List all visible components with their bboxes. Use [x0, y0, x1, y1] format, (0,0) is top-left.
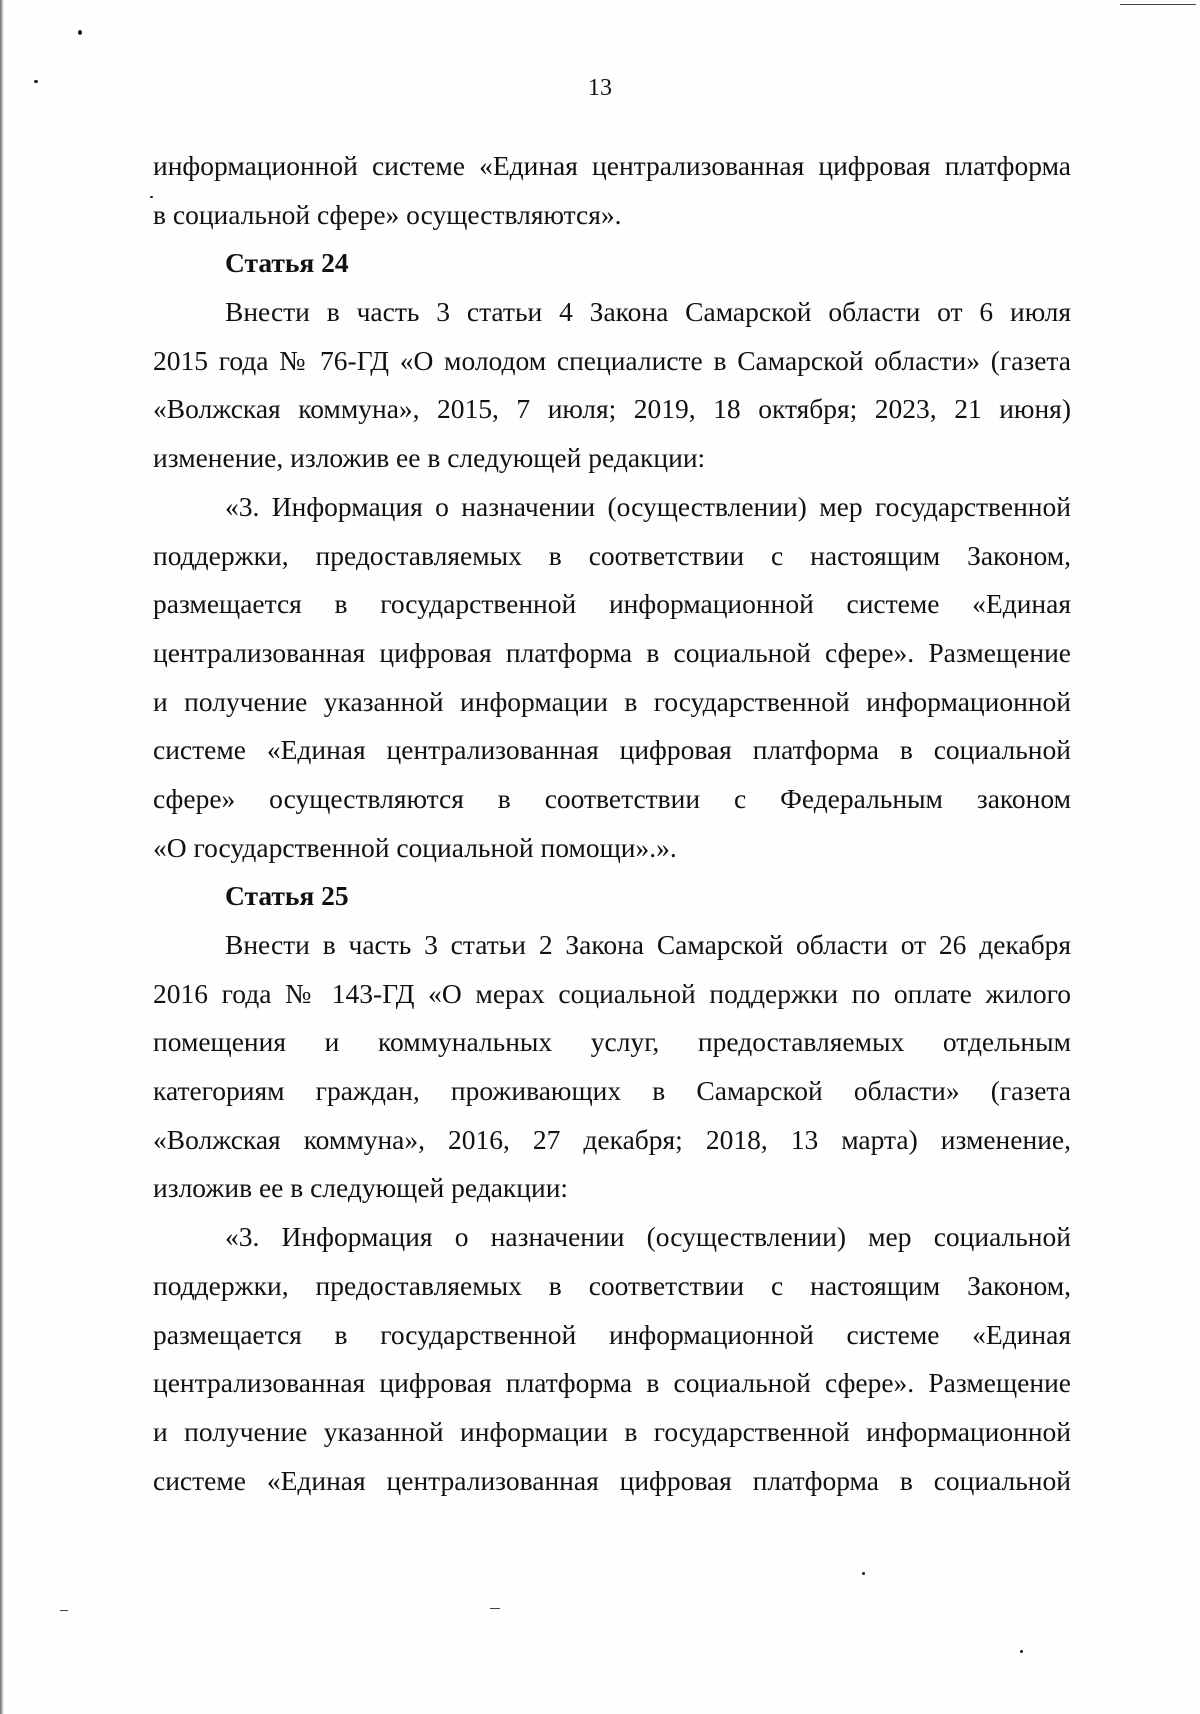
document-body — [153, 142, 1071, 1505]
scan-streak — [490, 1608, 500, 1609]
scan-speck — [34, 80, 38, 83]
text-line: Внести в часть 3 статьи 4 Закона Самарской области от 6 июля — [225, 296, 1071, 328]
text-line: и получение указанной информации в государственной информационной — [153, 685, 1071, 717]
text-line: категориям граждан, проживающих в Самарской области» (газета — [153, 1075, 1071, 1107]
text-line: централизованная цифровая платформа в социальной сфере». Размещение — [153, 636, 1071, 668]
text-line: централизованная цифровая платформа в социальной сфере». Размещение — [153, 1367, 1071, 1399]
text-line: информационной системе «Единая централизованная цифровая платформа — [153, 150, 1071, 181]
text-line: помещения и коммунальных услуг, предоставляемых отдельным — [153, 1026, 1071, 1058]
article-heading: Статья 25 — [225, 880, 349, 912]
text-line: «О государственной социальной помощи».». — [153, 831, 677, 863]
text-line: изложив ее в следующей редакции: — [153, 1172, 569, 1204]
text-line: системе «Единая централизованная цифровая платформа в социальной — [153, 1464, 1071, 1496]
text-line: размещается в государственной информационной системе «Единая — [153, 1318, 1071, 1350]
page-number: 13 — [588, 75, 612, 101]
scan-streak — [1120, 4, 1196, 5]
text-line: 2016 года № 143-ГД «О мерах социальной поддержки по оплате жилого — [153, 977, 1071, 1009]
scan-speck — [150, 196, 153, 198]
text-line: поддержки, предоставляемых в соответствии с настоящим Законом, — [153, 539, 1071, 571]
scan-streak — [60, 1610, 68, 1611]
text-line: Внести в часть 3 статьи 2 Закона Самарской области от 26 декабря — [225, 929, 1071, 960]
text-line: в социальной сфере» осуществляются». — [153, 198, 622, 230]
article-heading: Статья 24 — [225, 247, 349, 279]
text-line: поддержки, предоставляемых в соответствии с настоящим Законом, — [153, 1269, 1071, 1301]
text-line: изменение, изложив ее в следующей редакции: — [153, 442, 706, 474]
text-line: и получение указанной информации в государственной информационной — [153, 1415, 1071, 1447]
text-line: «Волжская коммуна», 2015, 7 июля; 2019, 18 октября; 2023, 21 июня) — [153, 393, 1071, 425]
scan-speck — [1020, 1650, 1023, 1653]
scan-speck — [78, 30, 82, 35]
scan-edge-shadow — [0, 0, 4, 1714]
scan-speck — [862, 1572, 865, 1575]
text-line: «Волжская коммуна», 2016, 27 декабря; 2018, 13 марта) изменение, — [153, 1123, 1071, 1155]
text-line: «3. Информация о назначении (осуществлении) мер социальной — [225, 1221, 1071, 1253]
text-line: 2015 года № 76-ГД «О молодом специалисте в Самарской области» (газета — [153, 344, 1071, 376]
text-line: «3. Информация о назначении (осуществлении) мер государственной — [225, 490, 1071, 522]
text-line: системе «Единая централизованная цифровая платформа в социальной — [153, 734, 1071, 766]
text-line: размещается в государственной информационной системе «Единая — [153, 588, 1071, 620]
text-line: сфере» осуществляются в соответствии с Федеральным законом — [153, 782, 1071, 814]
